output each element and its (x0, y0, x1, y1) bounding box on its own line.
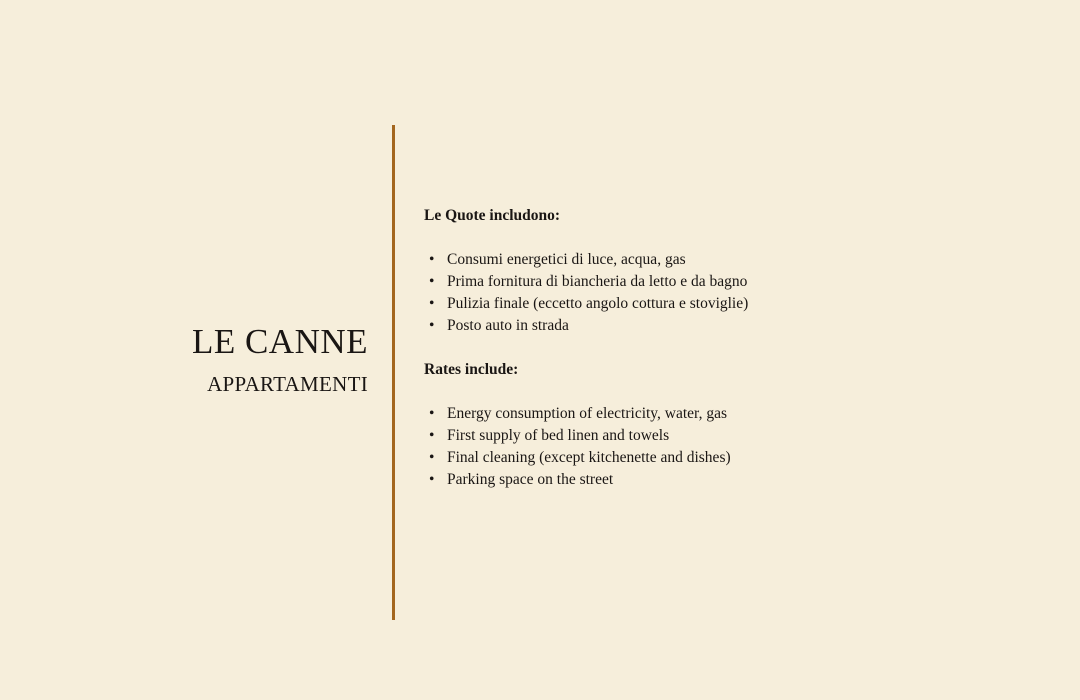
list-item-text: Pulizia finale (eccetto angolo cottura e stoviglie) (447, 295, 749, 312)
bullet-icon: • (429, 471, 435, 488)
list-item-text: Parking space on the street (447, 471, 614, 488)
bullet-icon: • (429, 295, 435, 312)
brand-block (192, 322, 368, 396)
english-section-heading: Rates include: (424, 361, 519, 378)
bullet-icon: • (429, 449, 435, 466)
english-included-list (424, 403, 1044, 491)
bullet-icon: • (429, 317, 435, 334)
list-item (424, 271, 1044, 293)
list-item (424, 403, 1044, 425)
list-item (424, 293, 1044, 315)
list-item-text: Prima fornitura di biancheria da letto e da bagno (447, 273, 748, 290)
rates-content (424, 205, 1044, 491)
bullet-icon: • (429, 273, 435, 290)
list-item-text: First supply of bed linen and towels (447, 427, 670, 444)
list-item (424, 447, 1044, 469)
list-item (424, 315, 1044, 337)
list-item-text: Final cleaning (except kitchenette and dishes) (447, 449, 731, 466)
bullet-icon: • (429, 427, 435, 444)
list-item (424, 469, 1044, 491)
brand-title: LE CANNE (191, 322, 368, 361)
italian-included-list (424, 249, 1044, 337)
italian-section-heading: Le Quote includono: (424, 207, 561, 224)
list-item-text: Energy consumption of electricity, water, gas (447, 405, 728, 422)
list-item (424, 249, 1044, 271)
list-item-text: Posto auto in strada (447, 317, 569, 334)
section-gap (424, 337, 1044, 359)
vertical-divider (392, 125, 395, 620)
bullet-icon: • (429, 405, 435, 422)
brand-subtitle: APPARTAMENTI (207, 372, 368, 396)
list-item-text: Consumi energetici di luce, acqua, gas (447, 251, 686, 268)
bullet-icon: • (429, 251, 435, 268)
list-item (424, 425, 1044, 447)
